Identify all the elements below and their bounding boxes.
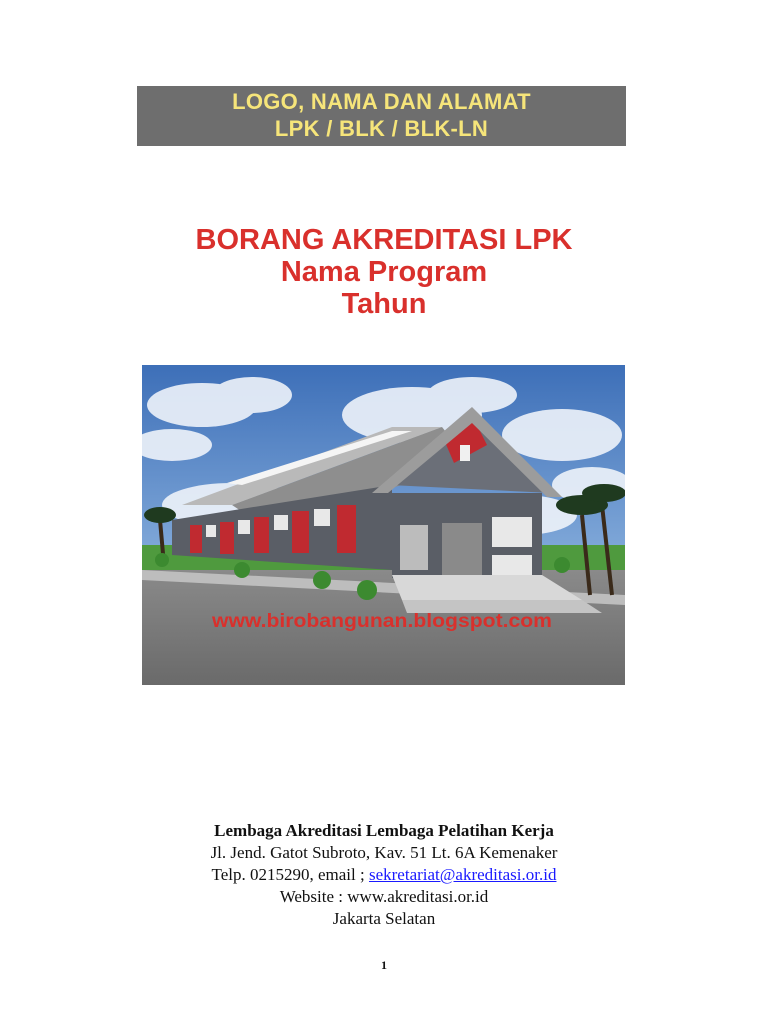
publisher-name: Lembaga Akreditasi Lembaga Pelatihan Kerja (214, 821, 554, 840)
publisher-address: Jl. Jend. Gatot Subroto, Kav. 51 Lt. 6A Kemenaker (210, 843, 558, 862)
building-rendering-image (142, 365, 625, 685)
publisher-contact (0, 864, 768, 886)
publisher-info (0, 820, 768, 930)
publisher-website: Website : www.akreditasi.or.id (279, 887, 489, 906)
title-line-2: Nama Program (280, 256, 488, 288)
page-number: 1 (381, 958, 387, 972)
email-link[interactable]: sekretariat@akreditasi.or.id (368, 865, 557, 884)
title-line-3: Tahun (341, 288, 427, 320)
document-title (0, 224, 768, 320)
image-watermark: www.birobangunan.blogspot.com (210, 611, 552, 632)
publisher-city: Jakarta Selatan (332, 909, 436, 928)
telp-text: Telp. 0215290, email ; (211, 865, 369, 884)
logo-line-2: LPK / BLK / BLK-LN (274, 116, 489, 141)
logo-line-1: LOGO, NAMA DAN ALAMAT (232, 89, 531, 114)
title-line-1: BORANG AKREDITASI LPK (195, 224, 573, 256)
logo-placeholder-box (137, 86, 626, 146)
